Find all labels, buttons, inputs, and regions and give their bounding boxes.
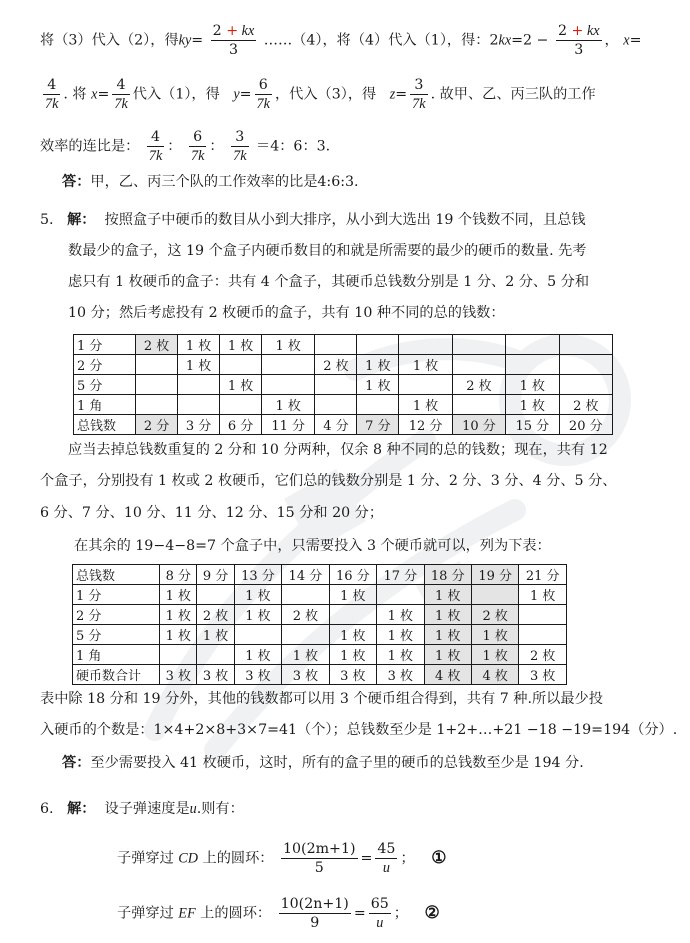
table-cell: 1 枚 bbox=[506, 375, 559, 395]
text: 上的圆环： bbox=[200, 905, 272, 922]
plus-sign: + bbox=[571, 23, 584, 39]
num-part: 2 bbox=[212, 23, 227, 39]
row-header-cell: 总钱数 bbox=[73, 565, 160, 585]
eq-sign: = bbox=[239, 86, 252, 103]
row-header-cell: 1 角 bbox=[74, 395, 136, 415]
fraction-3-over-7k bbox=[231, 128, 248, 165]
table-row bbox=[73, 605, 567, 625]
paragraph-line: 表中除 18 分和 19 分外，其他的钱数都可以用 3 个硬币组合得到，共有 7 种.所以最少投 bbox=[40, 691, 603, 707]
paragraph-line: 在其余的 19−4−8=7 个盒子中，只需要投入 3 个硬币就可以，列为下表： bbox=[74, 538, 551, 554]
table-cell bbox=[357, 335, 399, 355]
table-cell: 1 枚 bbox=[234, 585, 281, 605]
paragraph-line: 个盒子，分别投有 1 枚或 2 枚硬币，它们总的钱数分别是 1 分、2 分、3 分、4 分、5 分、 bbox=[40, 473, 617, 489]
table-cell bbox=[220, 395, 262, 415]
denominator: 7k bbox=[190, 148, 205, 164]
sec5-line7 bbox=[40, 503, 383, 523]
table-cell: 2 枚 bbox=[315, 355, 357, 375]
sec5-line3 bbox=[68, 272, 589, 292]
sec6-eq2 bbox=[117, 895, 440, 932]
table-cell bbox=[452, 335, 505, 355]
fraction-4-over-7k bbox=[147, 128, 164, 165]
semicolon: ； bbox=[393, 905, 408, 922]
row-header-cell: 1 分 bbox=[73, 585, 160, 605]
text: ，代入（3），得 bbox=[274, 86, 377, 103]
text: 代入（1），得 bbox=[132, 86, 220, 103]
table-cell: 2 枚 bbox=[452, 375, 505, 395]
numerator: 3 bbox=[410, 76, 427, 95]
table-cell bbox=[506, 335, 559, 355]
table-cell: 1 枚 bbox=[377, 625, 424, 645]
coin-table-1 bbox=[73, 334, 613, 435]
table-cell bbox=[197, 585, 234, 605]
table-cell bbox=[559, 335, 612, 355]
table-cell: 4 分 bbox=[315, 415, 357, 435]
table-cell: 12 分 bbox=[399, 415, 452, 435]
problem-number: 6. bbox=[40, 801, 54, 817]
table-cell bbox=[160, 645, 197, 665]
table-cell bbox=[197, 645, 234, 665]
paragraph-line: 6 分、7 分、10 分、11 分、12 分、15 分和 20 分； bbox=[40, 505, 384, 521]
table-row bbox=[74, 395, 613, 415]
table-cell: 1 枚 bbox=[282, 645, 329, 665]
denominator: u bbox=[376, 915, 384, 931]
equation-tag: ② bbox=[424, 902, 440, 923]
table-row bbox=[74, 415, 613, 435]
eq-sign: = bbox=[629, 32, 642, 49]
var-y: y bbox=[233, 86, 240, 103]
equation-tag: ① bbox=[431, 847, 447, 868]
table-cell bbox=[452, 395, 505, 415]
paragraph-line: 虑只有 1 枚硬币的盒子：共有 4 个盒子，其硬币总钱数分别是 1 分、2 分、5 分和 bbox=[68, 274, 590, 290]
paragraph-line: 数最少的盒子，这 19 个盒子内硬币数目的和就是所需要的最少的硬币的数量. 先考 bbox=[68, 243, 587, 259]
row-header-cell: 总钱数 bbox=[74, 415, 136, 435]
text: 子弹穿过 bbox=[117, 905, 174, 922]
fraction-65-over-u bbox=[369, 895, 391, 932]
table-row bbox=[73, 565, 567, 585]
table-cell bbox=[178, 375, 220, 395]
table-cell: 16 分 bbox=[329, 565, 376, 585]
sec5-line4 bbox=[68, 303, 505, 323]
table-cell: 3 枚 bbox=[329, 665, 376, 685]
table-cell: 13 分 bbox=[234, 565, 281, 585]
denominator: 9 bbox=[310, 915, 320, 931]
eq-sign: = bbox=[97, 86, 110, 103]
table-cell: 1 枚 bbox=[357, 355, 399, 375]
fraction-3-over-7k bbox=[410, 76, 427, 113]
table-cell: 1 枚 bbox=[357, 375, 399, 395]
numerator: 10(2m+1) bbox=[282, 841, 356, 857]
table-cell: 2 枚 bbox=[519, 645, 567, 665]
table-cell: 1 枚 bbox=[220, 335, 262, 355]
var-u: u bbox=[189, 801, 197, 817]
sec4-line1: 将（3）代入（2），得ky= $\frac{2 + kx}{3}$ ……（4），将（4）代入（1），得：2kx=2 − $\frac{2 + kx}{3}$ ， x= bbox=[40, 23, 642, 58]
table-cell: 18 分 bbox=[424, 565, 471, 585]
sec4-answer bbox=[62, 172, 359, 192]
table-cell: 1 枚 bbox=[399, 355, 452, 375]
var-x: x bbox=[623, 32, 630, 49]
table-cell: 17 分 bbox=[377, 565, 424, 585]
plus-sign: + bbox=[226, 23, 239, 39]
sec5-line6 bbox=[40, 471, 616, 491]
table-cell: 19 分 bbox=[471, 565, 518, 585]
table-cell: 20 分 bbox=[559, 415, 612, 435]
numerator: 65 bbox=[370, 896, 389, 912]
table-cell: 1 枚 bbox=[262, 395, 315, 415]
sec5-line8 bbox=[74, 536, 551, 556]
row-header-cell: 1 角 bbox=[73, 645, 160, 665]
table-cell: 1 枚 bbox=[234, 645, 281, 665]
table-cell: 1 枚 bbox=[519, 585, 567, 605]
table-cell: 1 枚 bbox=[329, 585, 376, 605]
table-cell bbox=[399, 335, 452, 355]
table-row bbox=[73, 625, 567, 645]
table-cell bbox=[282, 625, 329, 645]
table-cell bbox=[377, 585, 424, 605]
table-cell: 1 枚 bbox=[329, 645, 376, 665]
denominator: 3 bbox=[228, 42, 238, 58]
table-cell: 1 枚 bbox=[160, 625, 197, 645]
num-part: kx bbox=[238, 23, 255, 39]
solution-label: 解： bbox=[67, 212, 96, 228]
fraction-6-over-7k bbox=[189, 128, 206, 165]
table-cell: 1 枚 bbox=[234, 605, 281, 625]
eq-sign: = bbox=[191, 32, 204, 49]
answer-text: 至少需要投入 41 枚硬币，这时，所有的盒子里的硬币的总钱数至少是 194 分. bbox=[90, 755, 584, 771]
table-cell: 2 枚 bbox=[559, 395, 612, 415]
table-cell: 10 分 bbox=[452, 415, 505, 435]
table-cell bbox=[315, 335, 357, 355]
table-cell: 1 枚 bbox=[377, 645, 424, 665]
numerator: 6 bbox=[189, 128, 206, 147]
text: . 故甲、乙、丙三队的工作 bbox=[430, 86, 596, 103]
table-cell: 1 枚 bbox=[471, 645, 518, 665]
text: 上的圆环： bbox=[202, 850, 274, 867]
table-cell: 14 分 bbox=[282, 565, 329, 585]
var-x: x bbox=[91, 86, 98, 103]
table-cell: 3 枚 bbox=[282, 665, 329, 685]
var-cd: CD bbox=[178, 850, 198, 867]
table-cell: 1 枚 bbox=[178, 335, 220, 355]
var-z: z bbox=[389, 86, 396, 103]
table-cell bbox=[471, 585, 518, 605]
sec5-line1 bbox=[40, 210, 586, 230]
text: 设子弹速度是 bbox=[104, 801, 190, 817]
solution-label: 解： bbox=[67, 801, 96, 817]
denominator: 7k bbox=[114, 96, 128, 112]
row-header-cell: 2 分 bbox=[74, 355, 136, 375]
eq-sign: = bbox=[360, 850, 373, 867]
table-cell bbox=[559, 375, 612, 395]
row-header-cell: 1 分 bbox=[74, 335, 136, 355]
table-cell: 3 分 bbox=[178, 415, 220, 435]
table-cell: 1 枚 bbox=[424, 585, 471, 605]
table-cell bbox=[452, 355, 505, 375]
num-part: 2 bbox=[557, 23, 572, 39]
table-cell bbox=[559, 355, 612, 375]
table-cell bbox=[329, 605, 376, 625]
denominator: 7k bbox=[148, 148, 163, 164]
fraction-2kx-over-3 bbox=[211, 22, 257, 59]
sec5-line5 bbox=[68, 440, 608, 460]
denominator: u bbox=[382, 860, 390, 876]
fraction-10-2n1-over-9 bbox=[279, 895, 351, 932]
problem-number: 5. bbox=[40, 212, 54, 228]
table-cell: 21 分 bbox=[519, 565, 567, 585]
text: 子弹穿过 bbox=[117, 850, 174, 867]
table-cell: 1 枚 bbox=[160, 605, 197, 625]
text: =2 − bbox=[511, 32, 549, 49]
table-cell bbox=[262, 375, 315, 395]
table-cell: 3 枚 bbox=[377, 665, 424, 685]
table-cell bbox=[178, 395, 220, 415]
table-row bbox=[73, 585, 567, 605]
sec6-eq1 bbox=[117, 840, 446, 877]
table-cell bbox=[315, 395, 357, 415]
numerator: 4 bbox=[43, 76, 60, 95]
text: ……（4），将（4）代入（1），得：2 bbox=[263, 32, 499, 49]
sec4-line2 bbox=[40, 76, 596, 113]
table-cell: 7 分 bbox=[357, 415, 399, 435]
table-cell bbox=[357, 395, 399, 415]
table-cell bbox=[220, 355, 262, 375]
table-cell bbox=[136, 375, 178, 395]
table-cell: 1 枚 bbox=[506, 395, 559, 415]
row-header-cell: 5 分 bbox=[73, 625, 160, 645]
denominator: 7k bbox=[412, 96, 426, 112]
answer-label: 答： bbox=[62, 755, 91, 771]
numerator: 4 bbox=[147, 128, 164, 147]
num-part: kx bbox=[583, 23, 600, 39]
row-header-cell: 2 分 bbox=[73, 605, 160, 625]
table-cell: 1 枚 bbox=[329, 625, 376, 645]
table-cell: 1 枚 bbox=[424, 605, 471, 625]
table-cell: 2 枚 bbox=[136, 335, 178, 355]
text: . 将 bbox=[63, 86, 87, 103]
fraction-4-over-7k bbox=[112, 76, 129, 113]
table-cell: 1 枚 bbox=[424, 645, 471, 665]
var-ef: EF bbox=[178, 905, 196, 922]
fraction-4-over-7k bbox=[43, 76, 60, 113]
semicolon: ； bbox=[400, 850, 415, 867]
table-cell bbox=[519, 625, 567, 645]
fraction-45-over-u bbox=[375, 840, 397, 877]
row-header-cell: 硬币数合计 bbox=[73, 665, 160, 685]
table-cell: 1 枚 bbox=[377, 605, 424, 625]
table-cell bbox=[262, 355, 315, 375]
eq-sign: = bbox=[353, 905, 366, 922]
paragraph-line: 入硬币的个数是：1×4+2×8+3×7=41（个）；总钱数至少是 1+2+…+21 −18 −19=194（分）. bbox=[40, 722, 678, 738]
table-cell: 6 分 bbox=[220, 415, 262, 435]
table-cell bbox=[315, 375, 357, 395]
fraction-10-2m1-over-5 bbox=[281, 840, 358, 877]
paragraph-line: 10 分；然后考虑投有 2 枚硬币的盒子，共有 10 种不同的总的钱数： bbox=[68, 305, 505, 321]
table-cell: 11 分 bbox=[262, 415, 315, 435]
table-row bbox=[74, 335, 613, 355]
table-cell bbox=[519, 605, 567, 625]
table-row bbox=[74, 375, 613, 395]
table-cell: 1 枚 bbox=[262, 335, 315, 355]
table-cell bbox=[282, 585, 329, 605]
text: 将（3）代入（2），得 bbox=[40, 32, 179, 49]
table-cell: 9 分 bbox=[197, 565, 234, 585]
denominator: 3 bbox=[574, 42, 584, 58]
fraction-2kx-over-3-b bbox=[556, 22, 602, 59]
denominator: 5 bbox=[314, 860, 324, 876]
ratio-sep: ： bbox=[209, 138, 224, 155]
table-cell: 2 枚 bbox=[197, 605, 234, 625]
table-cell: 1 枚 bbox=[197, 625, 234, 645]
table-cell bbox=[399, 375, 452, 395]
denominator: 7k bbox=[233, 148, 247, 164]
sec5-line9 bbox=[40, 689, 603, 709]
table-cell: 3 枚 bbox=[234, 665, 281, 685]
sec4-line3 bbox=[40, 128, 330, 165]
table-cell: 4 枚 bbox=[471, 665, 518, 685]
sec6-line1 bbox=[40, 799, 244, 819]
coin-table-2 bbox=[72, 564, 567, 685]
numerator: 3 bbox=[231, 128, 248, 147]
sec5-line2 bbox=[68, 241, 586, 261]
answer-label: 答： bbox=[62, 174, 91, 190]
table-cell bbox=[234, 625, 281, 645]
numerator: 45 bbox=[377, 841, 396, 857]
sec5-answer bbox=[62, 753, 584, 773]
table-cell bbox=[506, 355, 559, 375]
denominator: 7k bbox=[256, 96, 270, 112]
fraction-6-over-7k bbox=[255, 76, 272, 113]
table-cell: 8 分 bbox=[160, 565, 197, 585]
answer-text: 甲，乙、丙三个队的工作效率的比是4:6:3. bbox=[90, 174, 359, 190]
table-cell: 3 枚 bbox=[519, 665, 567, 685]
numerator: 4 bbox=[112, 76, 129, 95]
table-cell: 4 枚 bbox=[424, 665, 471, 685]
table-cell bbox=[136, 355, 178, 375]
text: ＝4：6：3. bbox=[256, 138, 331, 155]
table-cell: 3 枚 bbox=[160, 665, 197, 685]
table-row bbox=[73, 665, 567, 685]
text: 效率的连比是： bbox=[40, 138, 140, 155]
table-cell: 2 枚 bbox=[282, 605, 329, 625]
table-row bbox=[73, 645, 567, 665]
var-kx: kx bbox=[498, 32, 512, 49]
eq-sign: = bbox=[395, 86, 408, 103]
text: .则有： bbox=[196, 801, 244, 817]
paragraph-line: 按照盒子中硬币的数目从小到大排序，从小到大选出 19 个钱数不同，且总钱 bbox=[104, 212, 586, 228]
table-cell: 1 枚 bbox=[399, 395, 452, 415]
table-cell: 1 枚 bbox=[220, 375, 262, 395]
table-cell: 1 枚 bbox=[471, 625, 518, 645]
table-cell bbox=[136, 395, 178, 415]
numerator: 6 bbox=[255, 76, 272, 95]
denominator: 7k bbox=[45, 96, 59, 112]
table-cell: 15 分 bbox=[506, 415, 559, 435]
var-ky: ky bbox=[178, 32, 192, 49]
table-row bbox=[74, 355, 613, 375]
numerator: 10(2n+1) bbox=[280, 896, 349, 912]
row-header-cell: 5 分 bbox=[74, 375, 136, 395]
table-cell: 2 分 bbox=[136, 415, 178, 435]
sec5-line10 bbox=[40, 720, 677, 740]
table-cell: 1 枚 bbox=[178, 355, 220, 375]
paragraph-line: 应当去掉总钱数重复的 2 分和 10 分两种，仅余 8 种不同的总的钱数；现在，共有 12 bbox=[68, 442, 608, 458]
table-cell: 1 枚 bbox=[160, 585, 197, 605]
table-cell: 2 枚 bbox=[471, 605, 518, 625]
table-cell: 3 枚 bbox=[197, 665, 234, 685]
ratio-sep: ： bbox=[167, 138, 182, 155]
table-cell: 1 枚 bbox=[424, 625, 471, 645]
